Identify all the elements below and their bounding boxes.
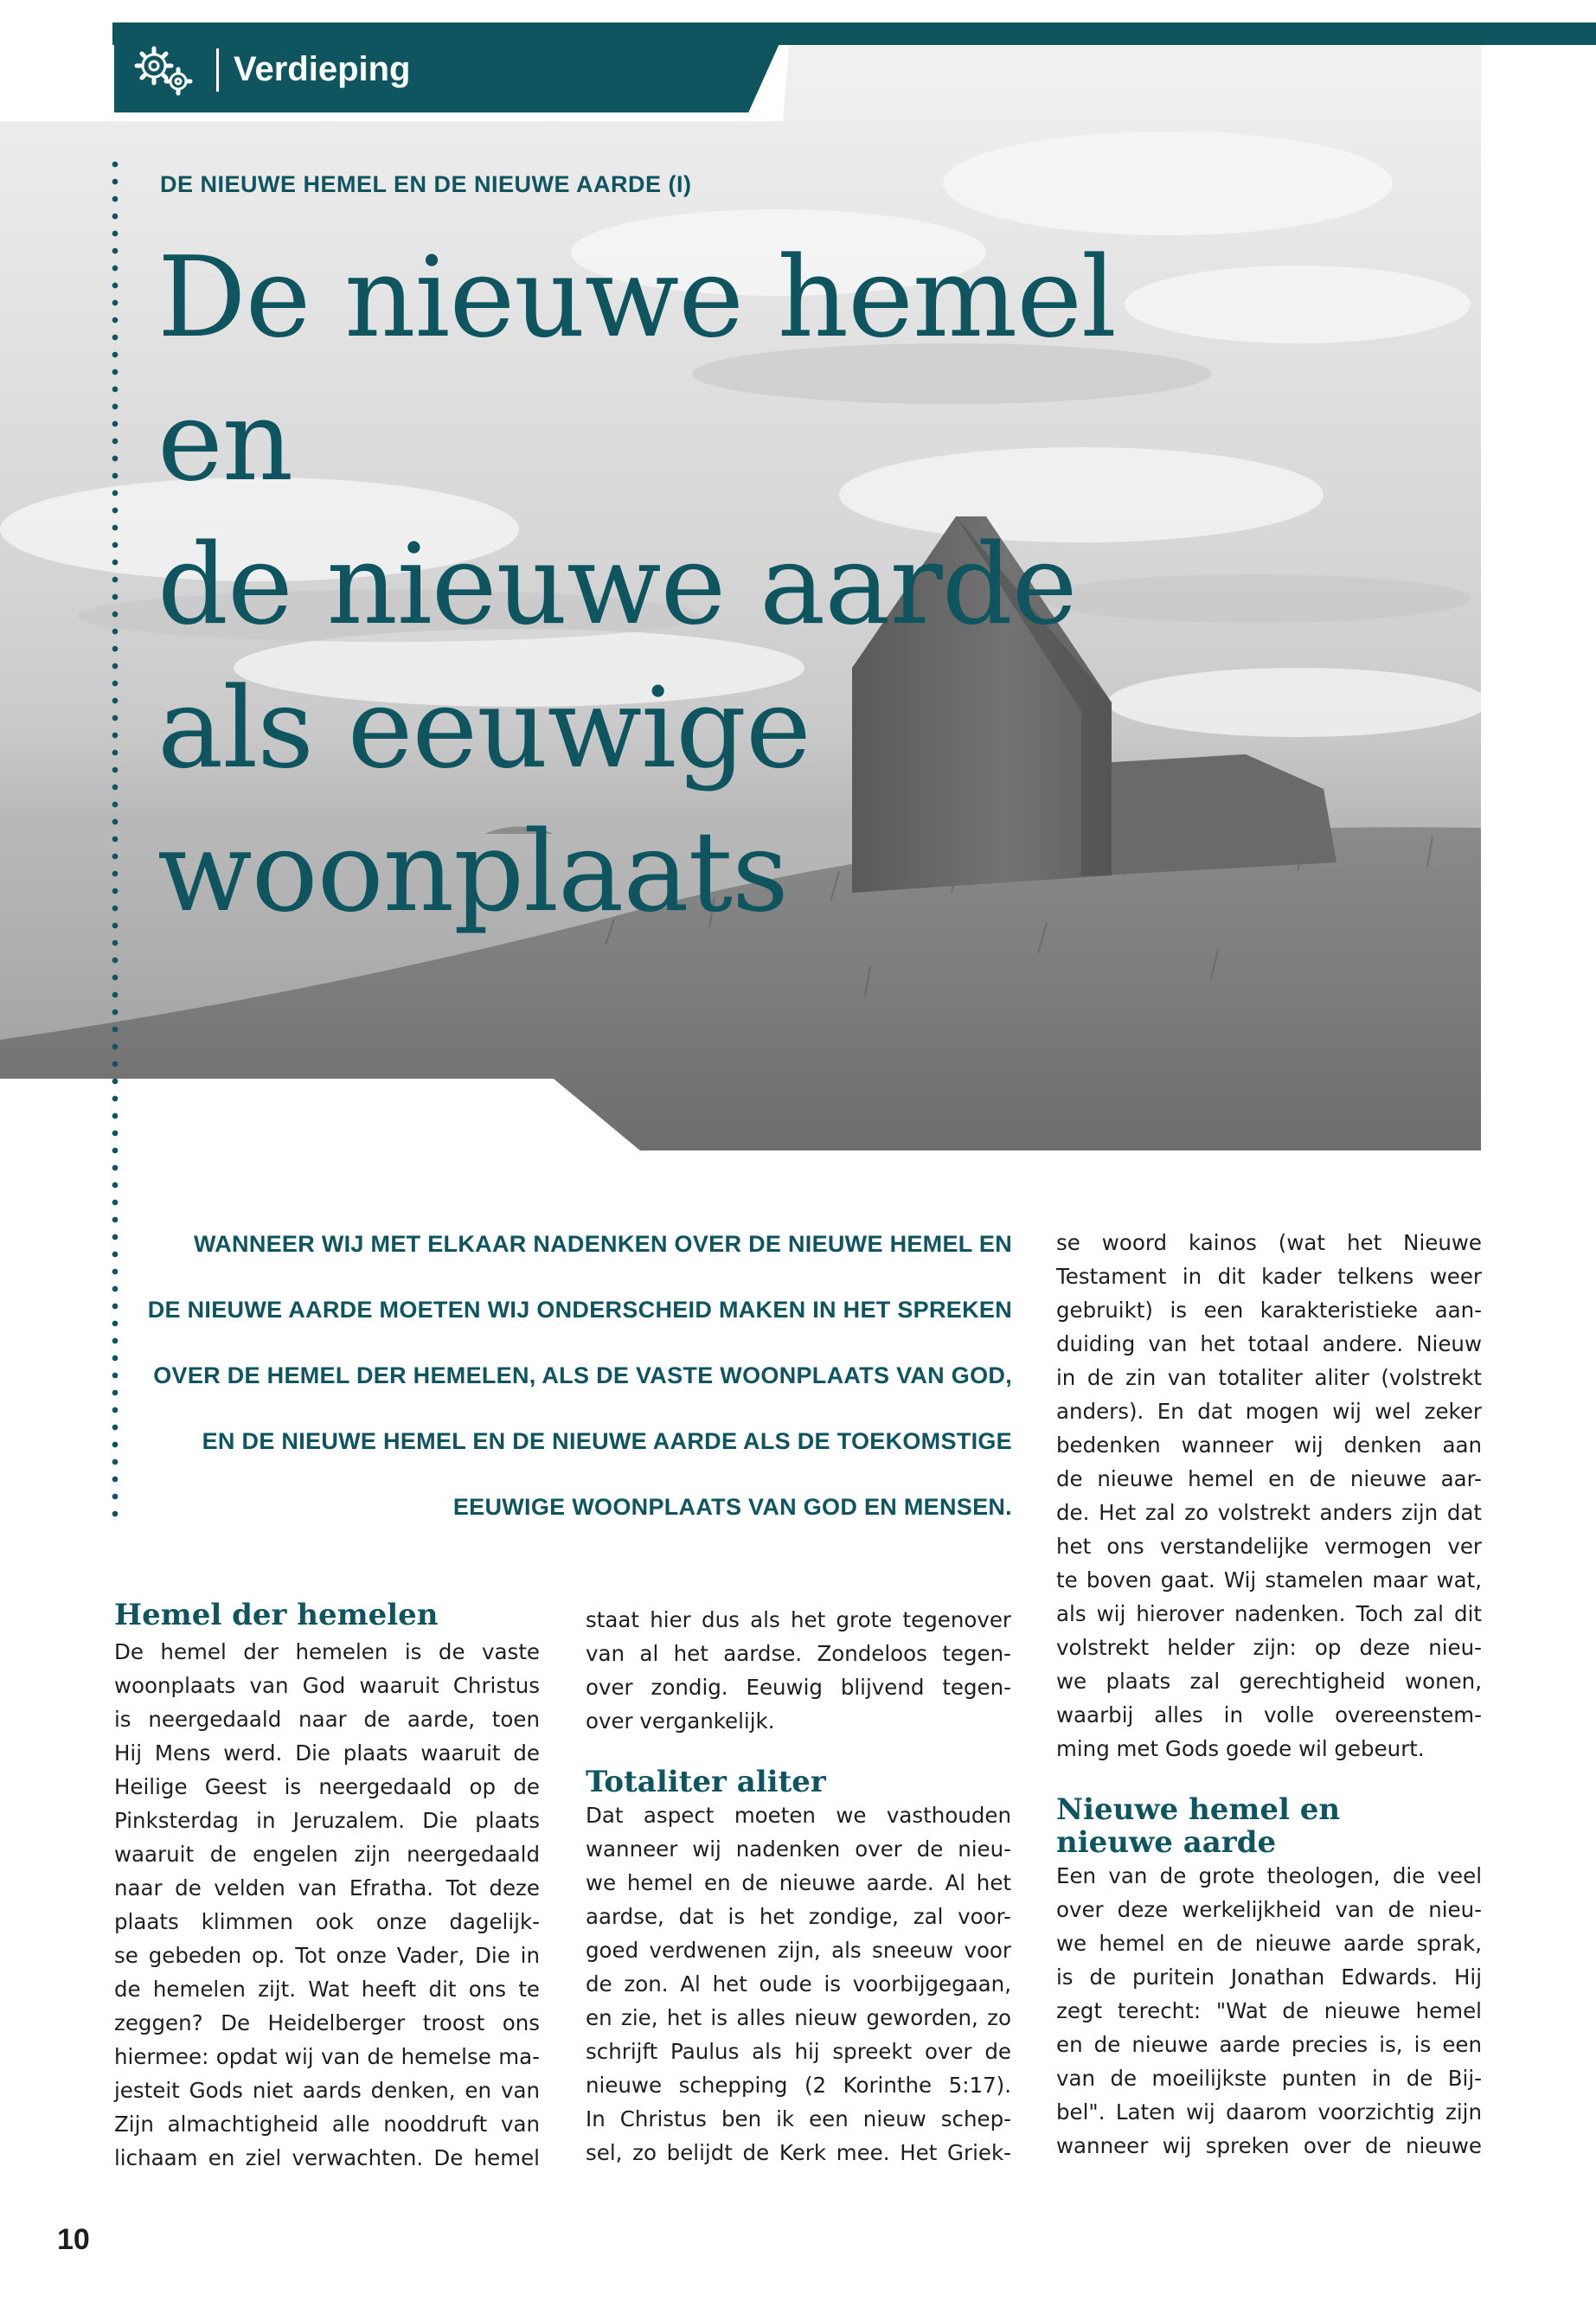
text-line: waarbij alles in volle overeenstem-: [1056, 1702, 1482, 1727]
article-kicker: DE NIEUWE HEMEL EN DE NIEUWE AARDE (I): [160, 171, 692, 197]
text-line: Hij Mens werd. Die plaats waaruit de: [114, 1740, 540, 1766]
text-line: anders). En dat mogen wij wel zeker: [1056, 1399, 1482, 1424]
column-2: [586, 1603, 1011, 2170]
title-line: als eeuwige: [157, 664, 811, 793]
text-line: we hemel en de nieuwe aarde. Al het: [586, 1870, 1011, 1895]
text-line: de nieuwe hemel en de nieuwe aar-: [1056, 1466, 1482, 1491]
text-line: Zijn almachtigheid alle nooddruft van: [114, 2112, 540, 2137]
text-line: woonplaats van God waaruit Christus: [114, 1673, 540, 1698]
text-line: we hemel en de nieuwe aarde sprak,: [1056, 1931, 1482, 1956]
article-title: [157, 227, 1282, 945]
text-line: het ons verstandelijke vermogen ver: [1056, 1534, 1482, 1559]
title-line: de nieuwe aarde: [157, 521, 1077, 650]
text-line: is de puritein Jonathan Edwards. Hij: [1056, 1965, 1482, 1990]
article-intro: [130, 1215, 1012, 1544]
intro-line: OVER DE HEMEL DER HEMELEN, ALS DE VASTE WOONPLAATS VAN GOD,: [153, 1362, 1012, 1388]
text-line: als wij hierover nadenken. Toch zal dit: [1056, 1601, 1482, 1626]
column-2-text-a: [586, 1603, 1011, 1738]
text-line: sel, zo belijdt de Kerk mee. Het Griek-: [586, 2140, 1011, 2165]
text-line: zegt terecht: "Wat de nieuwe hemel: [1056, 1998, 1482, 2023]
text-line: waaruit de engelen zijn neergedaald: [114, 1842, 540, 1867]
text-line: over deze werkelijkheid van de nieu-: [1056, 1897, 1482, 1922]
subheading-nieuwe-hemel: [1056, 1793, 1482, 1859]
text-line: volstrekt helder zijn: op deze nieu-: [1056, 1635, 1482, 1660]
text-line: wanneer wij nadenken over de nieu-: [586, 1836, 1011, 1862]
text-line: Dat aspect moeten we vasthouden: [586, 1803, 1011, 1828]
section-tab: [114, 22, 789, 112]
text-line: bel". Laten wij daarom voorzichtig zijn: [1056, 2099, 1482, 2125]
subheading-hemel-der-hemelen: Hemel der hemelen: [114, 1598, 439, 1632]
text-line: se woord kainos (wat het Nieuwe: [1056, 1230, 1482, 1255]
text-line: naar de velden van Efratha. Tot deze: [114, 1875, 540, 1900]
text-line: over vergankelijk.: [586, 1708, 775, 1734]
subheading-totaliter-aliter: Totaliter aliter: [586, 1765, 826, 1799]
dotted-rule: [112, 156, 119, 1518]
text-line: aardse, dat is het zondige, zal voor-: [586, 1904, 1011, 1929]
text-line: staat hier dus als het grote tegenover: [586, 1607, 1011, 1632]
text-line: jesteit Gods niet aards denken, en van: [114, 2078, 540, 2103]
text-line: Een van de grote theologen, die veel: [1056, 1863, 1482, 1888]
header-separator: [216, 48, 219, 92]
column-3-text-b: [1056, 1859, 1482, 2163]
intro-line: EEUWIGE WOONPLAATS VAN GOD EN MENSEN.: [452, 1494, 1012, 1520]
text-line: te boven gaat. Wij stamelen maar wat,: [1056, 1567, 1482, 1593]
text-line: Heilige Geest is neergedaald op de: [114, 1774, 540, 1799]
text-line: goed verdwenen zijn, als sneeuw voor: [586, 1938, 1011, 1963]
subheading-line: nieuwe aarde: [1056, 1825, 1277, 1860]
column-1: [114, 1599, 540, 2175]
text-line: van de moeilijkste punten in de Bij-: [1056, 2066, 1482, 2091]
text-line: Testament in dit kader telkens weer: [1056, 1264, 1482, 1289]
text-line: plaats klimmen ook onze dagelijk-: [114, 1909, 540, 1934]
text-line: de. Het zal zo volstrekt anders zijn dat: [1056, 1500, 1482, 1525]
text-line: de zon. Al het oude is voorbijgegaan,: [586, 1971, 1011, 1997]
text-line: lichaam en ziel verwachten. De hemel: [114, 2145, 540, 2170]
text-line: in de zin van totaliter aliter (volstrekt: [1056, 1365, 1482, 1390]
text-line: nieuwe schepping (2 Korinthe 5:17).: [586, 2073, 1011, 2098]
gears-icon: [128, 40, 197, 100]
column-2-text-b: [586, 1798, 1011, 2170]
column-3-text-a: [1056, 1226, 1482, 1766]
text-line: duiding van het totaal andere. Nieuw: [1056, 1331, 1482, 1356]
intro-line: EN DE NIEUWE HEMEL EN DE NIEUWE AARDE ALS DE TOEKOMSTIGE: [202, 1428, 1012, 1454]
subheading-line: Nieuwe hemel en: [1056, 1792, 1341, 1827]
text-line: bedenken wanneer wij denken aan: [1056, 1433, 1482, 1458]
text-line: In Christus ben ik een nieuw schep-: [586, 2106, 1011, 2131]
section-label: Verdieping: [234, 50, 411, 88]
column-3: [1056, 1226, 1482, 2163]
text-line: en de nieuwe aarde precies is, is een: [1056, 2032, 1482, 2057]
text-line: De hemel der hemelen is de vaste: [114, 1639, 540, 1664]
text-line: van al het aardse. Zondeloos tegen-: [586, 1641, 1011, 1666]
text-line: over zondig. Eeuwig blijvend tegen-: [586, 1675, 1011, 1700]
column-1-text: [114, 1635, 540, 2175]
text-line: se gebeden op. Tot onze Vader, Die in: [114, 1943, 540, 1968]
title-line: woonplaats: [157, 808, 788, 937]
intro-line: DE NIEUWE AARDE MOETEN WIJ ONDERSCHEID MAKEN IN HET SPREKEN: [147, 1297, 1012, 1323]
text-line: wanneer wij spreken over de nieuwe: [1056, 2133, 1482, 2158]
text-line: is neergedaald naar de aarde, toen: [114, 1707, 540, 1732]
text-line: ming met Gods goede wil gebeurt.: [1056, 1736, 1425, 1761]
text-line: Pinksterdag in Jeruzalem. Die plaats: [114, 1808, 540, 1833]
text-line: gebruikt) is een karakteristieke aan-: [1056, 1298, 1482, 1323]
text-line: en zie, het is alles nieuw geworden, zo: [586, 2005, 1011, 2030]
text-line: schrijft Paulus als hij spreekt over de: [586, 2039, 1011, 2064]
text-line: we plaats zal gerechtigheid wonen,: [1056, 1669, 1482, 1694]
text-line: hiermee: opdat wij van de hemelse ma-: [114, 2044, 540, 2069]
text-line: zeggen? De Heidelberger troost ons: [114, 2010, 540, 2035]
intro-line: WANNEER WIJ MET ELKAAR NADENKEN OVER DE NIEUWE HEMEL EN: [193, 1231, 1012, 1257]
title-line: De nieuwe hemel en: [157, 234, 1116, 506]
page-number: 10: [57, 2223, 90, 2256]
text-line: de hemelen zijt. Wat heeft dit ons te: [114, 1977, 540, 2002]
